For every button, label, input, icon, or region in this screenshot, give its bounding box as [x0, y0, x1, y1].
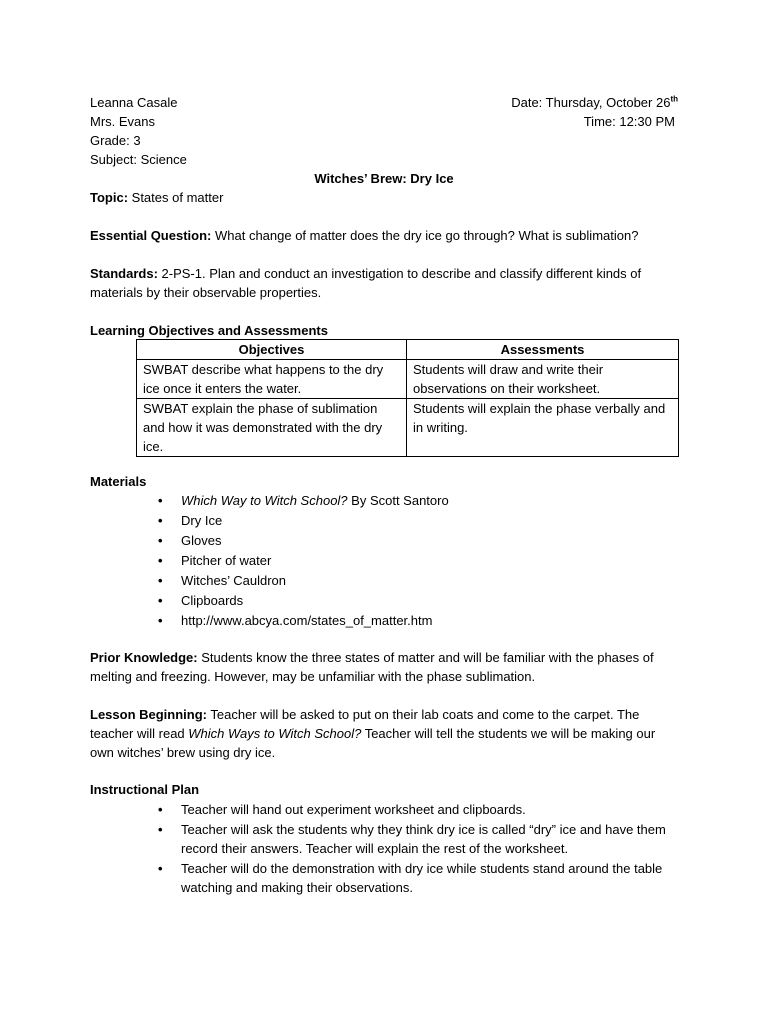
list-item: • http://www.abcya.com/states_of_matter.htm: [158, 611, 678, 630]
instructional-plan-list: [158, 800, 670, 897]
time-line: Time: 12:30 PM: [583, 114, 675, 129]
list-item: • Teacher will ask the students why they think dry ice is called “dry” ice and have them record their answers. Teacher will explain the rest of the worksheet.: [158, 820, 670, 858]
standards-paragraph: [90, 264, 680, 302]
instructional-plan-heading: Instructional Plan: [90, 782, 200, 797]
essential-question: [90, 226, 690, 245]
list-item: [158, 491, 678, 510]
lesson-beginning-text-end: Teacher will tell the students we will be making our own witches’ brew using dry ice.: [90, 726, 656, 760]
list-item: • Teacher will hand out experiment worksheet and clipboards.: [158, 800, 670, 819]
objectives-heading: Learning Objectives and Assessments: [90, 323, 328, 338]
book-author: By Scott Santoro: [347, 493, 449, 508]
standards-label: Standards:: [90, 266, 158, 281]
materials-heading: Materials: [90, 474, 147, 489]
date-suffix: th: [670, 94, 678, 104]
topic-label: Topic:: [90, 190, 129, 205]
topic-line: [90, 188, 680, 207]
table-row: [137, 399, 679, 457]
grade-line: Grade: 3: [90, 133, 141, 148]
subject-line: Subject: Science: [90, 152, 187, 167]
column-header-objectives: Objectives: [137, 340, 407, 360]
date-text: Date: Thursday, October 26: [511, 95, 671, 110]
objective-cell: SWBAT explain the phase of sublimation and how it was demonstrated with the dry ice.: [137, 399, 407, 457]
table-row: [137, 360, 679, 399]
book-title: Which Way to Witch School?: [181, 493, 348, 508]
assessment-cell: Students will draw and write their observations on their worksheet.: [407, 360, 679, 399]
assessment-cell: Students will explain the phase verbally and in writing.: [407, 399, 679, 457]
list-item: • Dry Ice: [158, 511, 678, 530]
table-header-row: [137, 340, 679, 360]
standards-text: 2-PS-1. Plan and conduct an investigation to describe and classify different kinds of materials by their observable properties.: [90, 266, 642, 300]
list-item: • Witches’ Cauldron: [158, 571, 678, 590]
list-item: • Gloves: [158, 531, 678, 550]
column-header-assessments: Assessments: [407, 340, 679, 360]
prior-knowledge-text: Students know the three states of matter and will be familiar with the phases of melting and freezing. However, may be unfamiliar with the phase sublimation.: [90, 650, 654, 684]
essential-question-label: Essential Question:: [90, 228, 212, 243]
list-item: • Clipboards: [158, 591, 678, 610]
objectives-table: [136, 339, 679, 457]
topic-text: States of matter: [128, 190, 224, 205]
lesson-beginning-book: Which Ways to Witch School?: [188, 726, 362, 741]
author-name: Leanna Casale: [90, 95, 178, 110]
prior-knowledge-paragraph: [90, 648, 680, 686]
teacher-name: Mrs. Evans: [90, 114, 156, 129]
prior-knowledge-label: Prior Knowledge:: [90, 650, 198, 665]
lesson-beginning-text: Teacher will be asked to put on their lab coats and come to the carpet. The teacher will read: [90, 707, 640, 741]
materials-list: [158, 491, 678, 630]
date-line: [511, 93, 678, 112]
list-item: • Teacher will do the demonstration with dry ice while students stand around the table watching and making their observations.: [158, 859, 670, 897]
lesson-title: Witches’ Brew: Dry Ice: [314, 171, 454, 186]
objective-cell: SWBAT describe what happens to the dry ice once it enters the water.: [137, 360, 407, 399]
lesson-beginning-label: Lesson Beginning:: [90, 707, 207, 722]
lesson-beginning-paragraph: [90, 705, 680, 762]
essential-question-text: What change of matter does the dry ice go through? What is sublimation?: [211, 228, 639, 243]
list-item: • Pitcher of water: [158, 551, 678, 570]
